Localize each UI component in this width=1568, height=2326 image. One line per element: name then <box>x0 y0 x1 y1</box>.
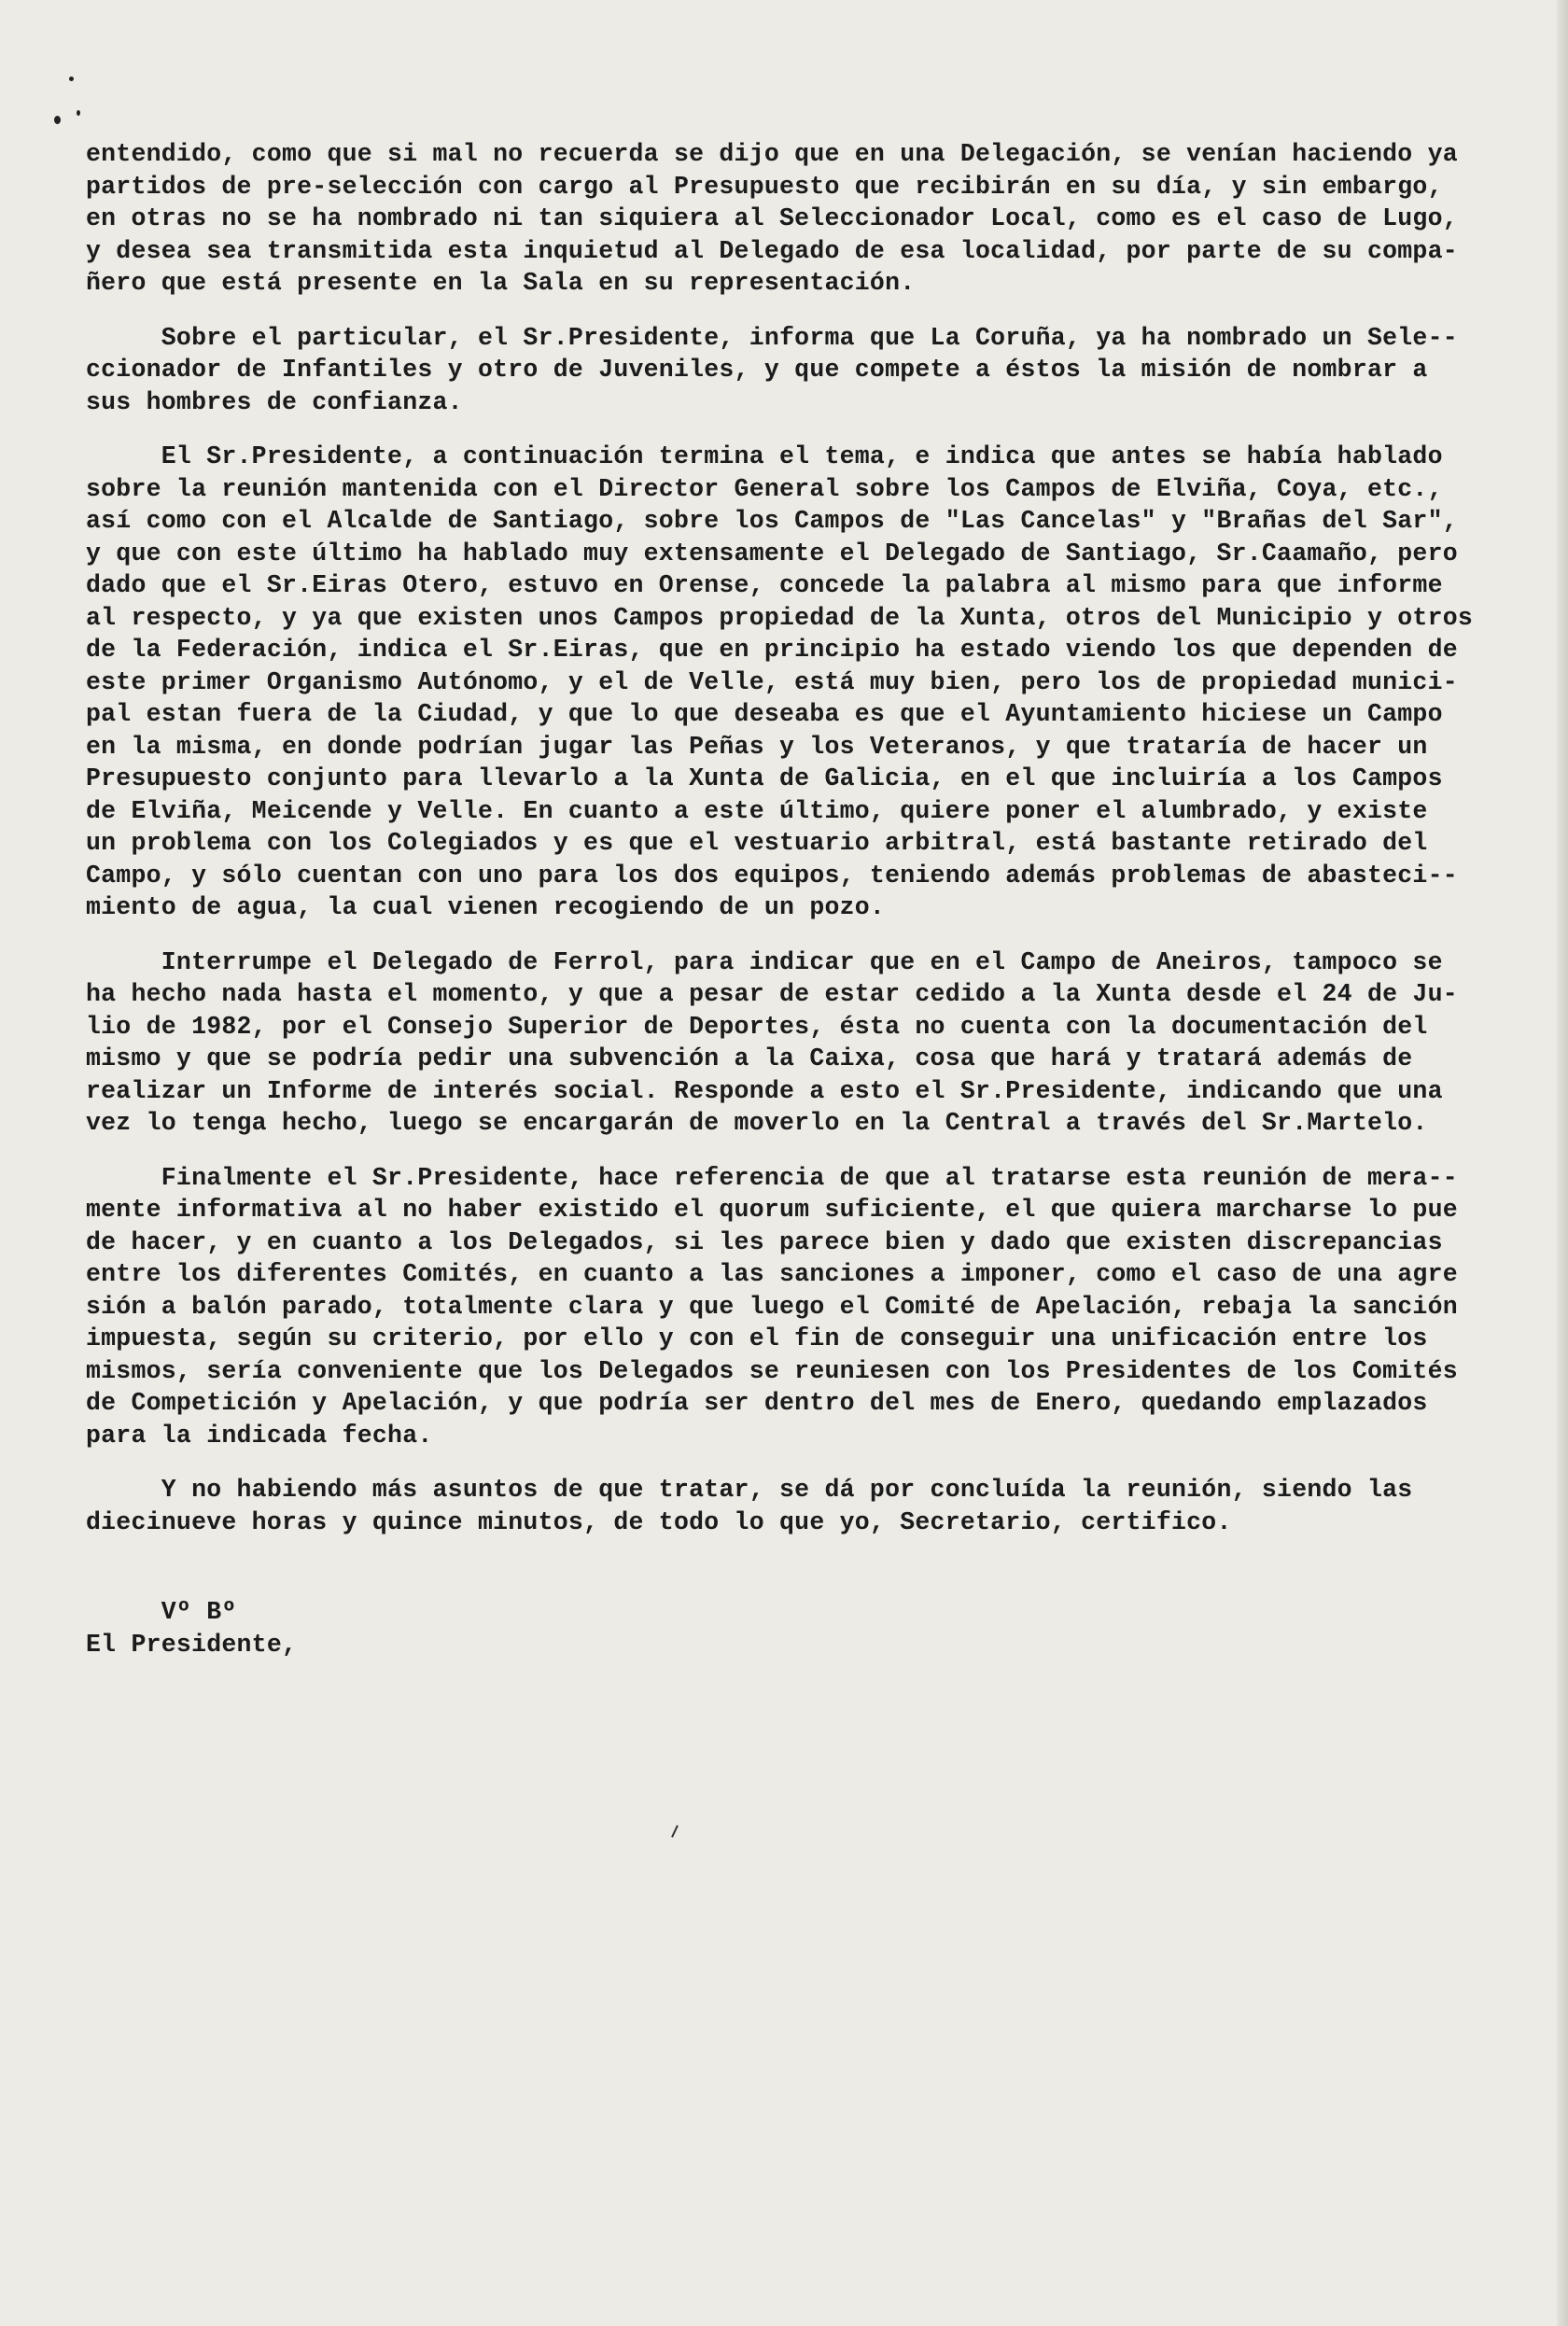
signature-block <box>86 1596 1505 1660</box>
text-line: para la indicada fecha. <box>86 1421 433 1450</box>
text-line: y desea sea transmitida esta inquietud al Delegado de esa localidad, por parte de su compa- <box>86 236 1458 265</box>
text-line: mismos, sería conveniente que los Delegados se reuniesen con los Presidentes de los Comités <box>86 1356 1458 1385</box>
text-line: Campo, y sólo cuentan con uno para los dos equipos, teniendo además problemas de abasteci-- <box>86 861 1458 890</box>
text-line: pal estan fuera de la Ciudad, y que lo que deseaba es que el Ayuntamiento hiciese un Campo <box>86 700 1443 728</box>
text-line: realizar un Informe de interés social. Responde a esto el Sr.Presidente, indicando que una <box>86 1076 1443 1105</box>
paragraph-6 <box>86 1474 1505 1538</box>
text-line: así como con el Alcalde de Santiago, sobre los Campos de "Las Cancelas" y "Brañas del Sar", <box>86 507 1458 535</box>
text-line: de la Federación, indica el Sr.Eiras, que en principio ha estado viendo los que dependen de <box>86 636 1458 664</box>
text-line: El Sr.Presidente, a continuación termina el tema, e indica que antes se había hablado <box>86 442 1443 470</box>
vobo-label: Vº Bº <box>86 1598 237 1626</box>
paragraph-2 <box>86 322 1505 419</box>
text-line: entre los diferentes Comités, en cuanto a las sanciones a imponer, como el caso de una agre <box>86 1260 1458 1288</box>
text-line: vez lo tenga hecho, luego se encargarán de moverlo en la Central a través del Sr.Martelo. <box>86 1109 1428 1137</box>
text-line: ha hecho nada hasta el momento, y que a pesar de estar cedido a la Xunta desde el 24 de Ju- <box>86 980 1458 1008</box>
text-line: al respecto, y ya que existen unos Campos propiedad de la Xunta, otros del Municipio y otros <box>86 603 1474 632</box>
ink-speck <box>69 77 74 81</box>
text-line: en otras no se ha nombrado ni tan siquiera al Seleccionador Local, como es el caso de Lugo, <box>86 204 1458 232</box>
paragraph-3 <box>86 441 1505 924</box>
ink-speck <box>54 116 61 124</box>
president-title: El Presidente, <box>86 1630 298 1659</box>
text-line: impuesta, según su criterio, por ello y con el fin de conseguir una unificación entre los <box>86 1324 1428 1352</box>
text-line: sobre la reunión mantenida con el Director General sobre los Campos de Elviña, Coya, etc., <box>86 474 1443 503</box>
text-line: sus hombres de confianza. <box>86 387 463 416</box>
paper-edge-shadow <box>1557 0 1568 2326</box>
text-line: este primer Organismo Autónomo, y el de Velle, está muy bien, pero los de propiedad munici- <box>86 667 1458 696</box>
text-line: sión a balón parado, totalmente clara y que luego el Comité de Apelación, rebaja la sanción <box>86 1292 1458 1321</box>
text-line: ñero que está presente en la Sala en su representación. <box>86 269 916 297</box>
text-line: Finalmente el Sr.Presidente, hace referencia de que al tratarse esta reunión de mera-- <box>86 1163 1458 1192</box>
paragraph-5 <box>86 1162 1505 1452</box>
text-line: partidos de pre-selección con cargo al Presupuesto que recibirán en su día, y sin embargo, <box>86 172 1443 201</box>
text-line: Sobre el particular, el Sr.Presidente, informa que La Coruña, ya ha nombrado un Sele-- <box>86 323 1458 352</box>
text-line: mente informativa al no haber existido el quorum suficiente, el que quiera marcharse lo pue <box>86 1196 1458 1224</box>
paragraph-4 <box>86 946 1505 1140</box>
ink-speck <box>77 110 80 116</box>
text-line: Interrumpe el Delegado de Ferrol, para indicar que en el Campo de Aneiros, tampoco se <box>86 947 1443 976</box>
text-line: mismo y que se podría pedir una subvención a la Caixa, cosa que hará y tratará además de <box>86 1044 1413 1072</box>
text-line: miento de agua, la cual vienen recogiendo de un pozo. <box>86 893 886 921</box>
text-line: diecinueve horas y quince minutos, de todo lo que yo, Secretario, certifico. <box>86 1507 1232 1536</box>
text-line: entendido, como que si mal no recuerda se dijo que en una Delegación, se venían haciendo ya <box>86 140 1458 168</box>
text-line: un problema con los Colegiados y es que el vestuario arbitral, está bastante retirado del <box>86 829 1428 857</box>
text-line: lio de 1982, por el Consejo Superior de Deportes, ésta no cuenta con la documentación del <box>86 1012 1428 1041</box>
document-body <box>86 138 1505 1660</box>
text-line: de Elviña, Meicende y Velle. En cuanto a este último, quiere poner el alumbrado, y existe <box>86 796 1428 825</box>
text-line: de hacer, y en cuanto a los Delegados, si les parece bien y dado que existen discrepancias <box>86 1227 1443 1256</box>
text-line: de Competición y Apelación, y que podría ser dentro del mes de Enero, quedando emplazados <box>86 1389 1428 1417</box>
text-line: en la misma, en donde podrían jugar las Peñas y los Veteranos, y que trataría de hacer un <box>86 732 1428 761</box>
text-line: y que con este último ha hablado muy extensamente el Delegado de Santiago, Sr.Caamaño, pero <box>86 539 1458 567</box>
text-line: Presupuesto conjunto para llevarlo a la Xunta de Galicia, en el que incluiría a los Campos <box>86 764 1443 792</box>
text-line: Y no habiendo más asuntos de que tratar, se dá por concluída la reunión, siendo las <box>86 1476 1413 1504</box>
pen-mark <box>671 1825 679 1838</box>
paragraph-1 <box>86 138 1505 300</box>
text-line: ccionador de Infantiles y otro de Juveniles, y que compete a éstos la misión de nombrar a <box>86 356 1428 384</box>
text-line: dado que el Sr.Eiras Otero, estuvo en Orense, concede la palabra al mismo para que informe <box>86 571 1443 599</box>
